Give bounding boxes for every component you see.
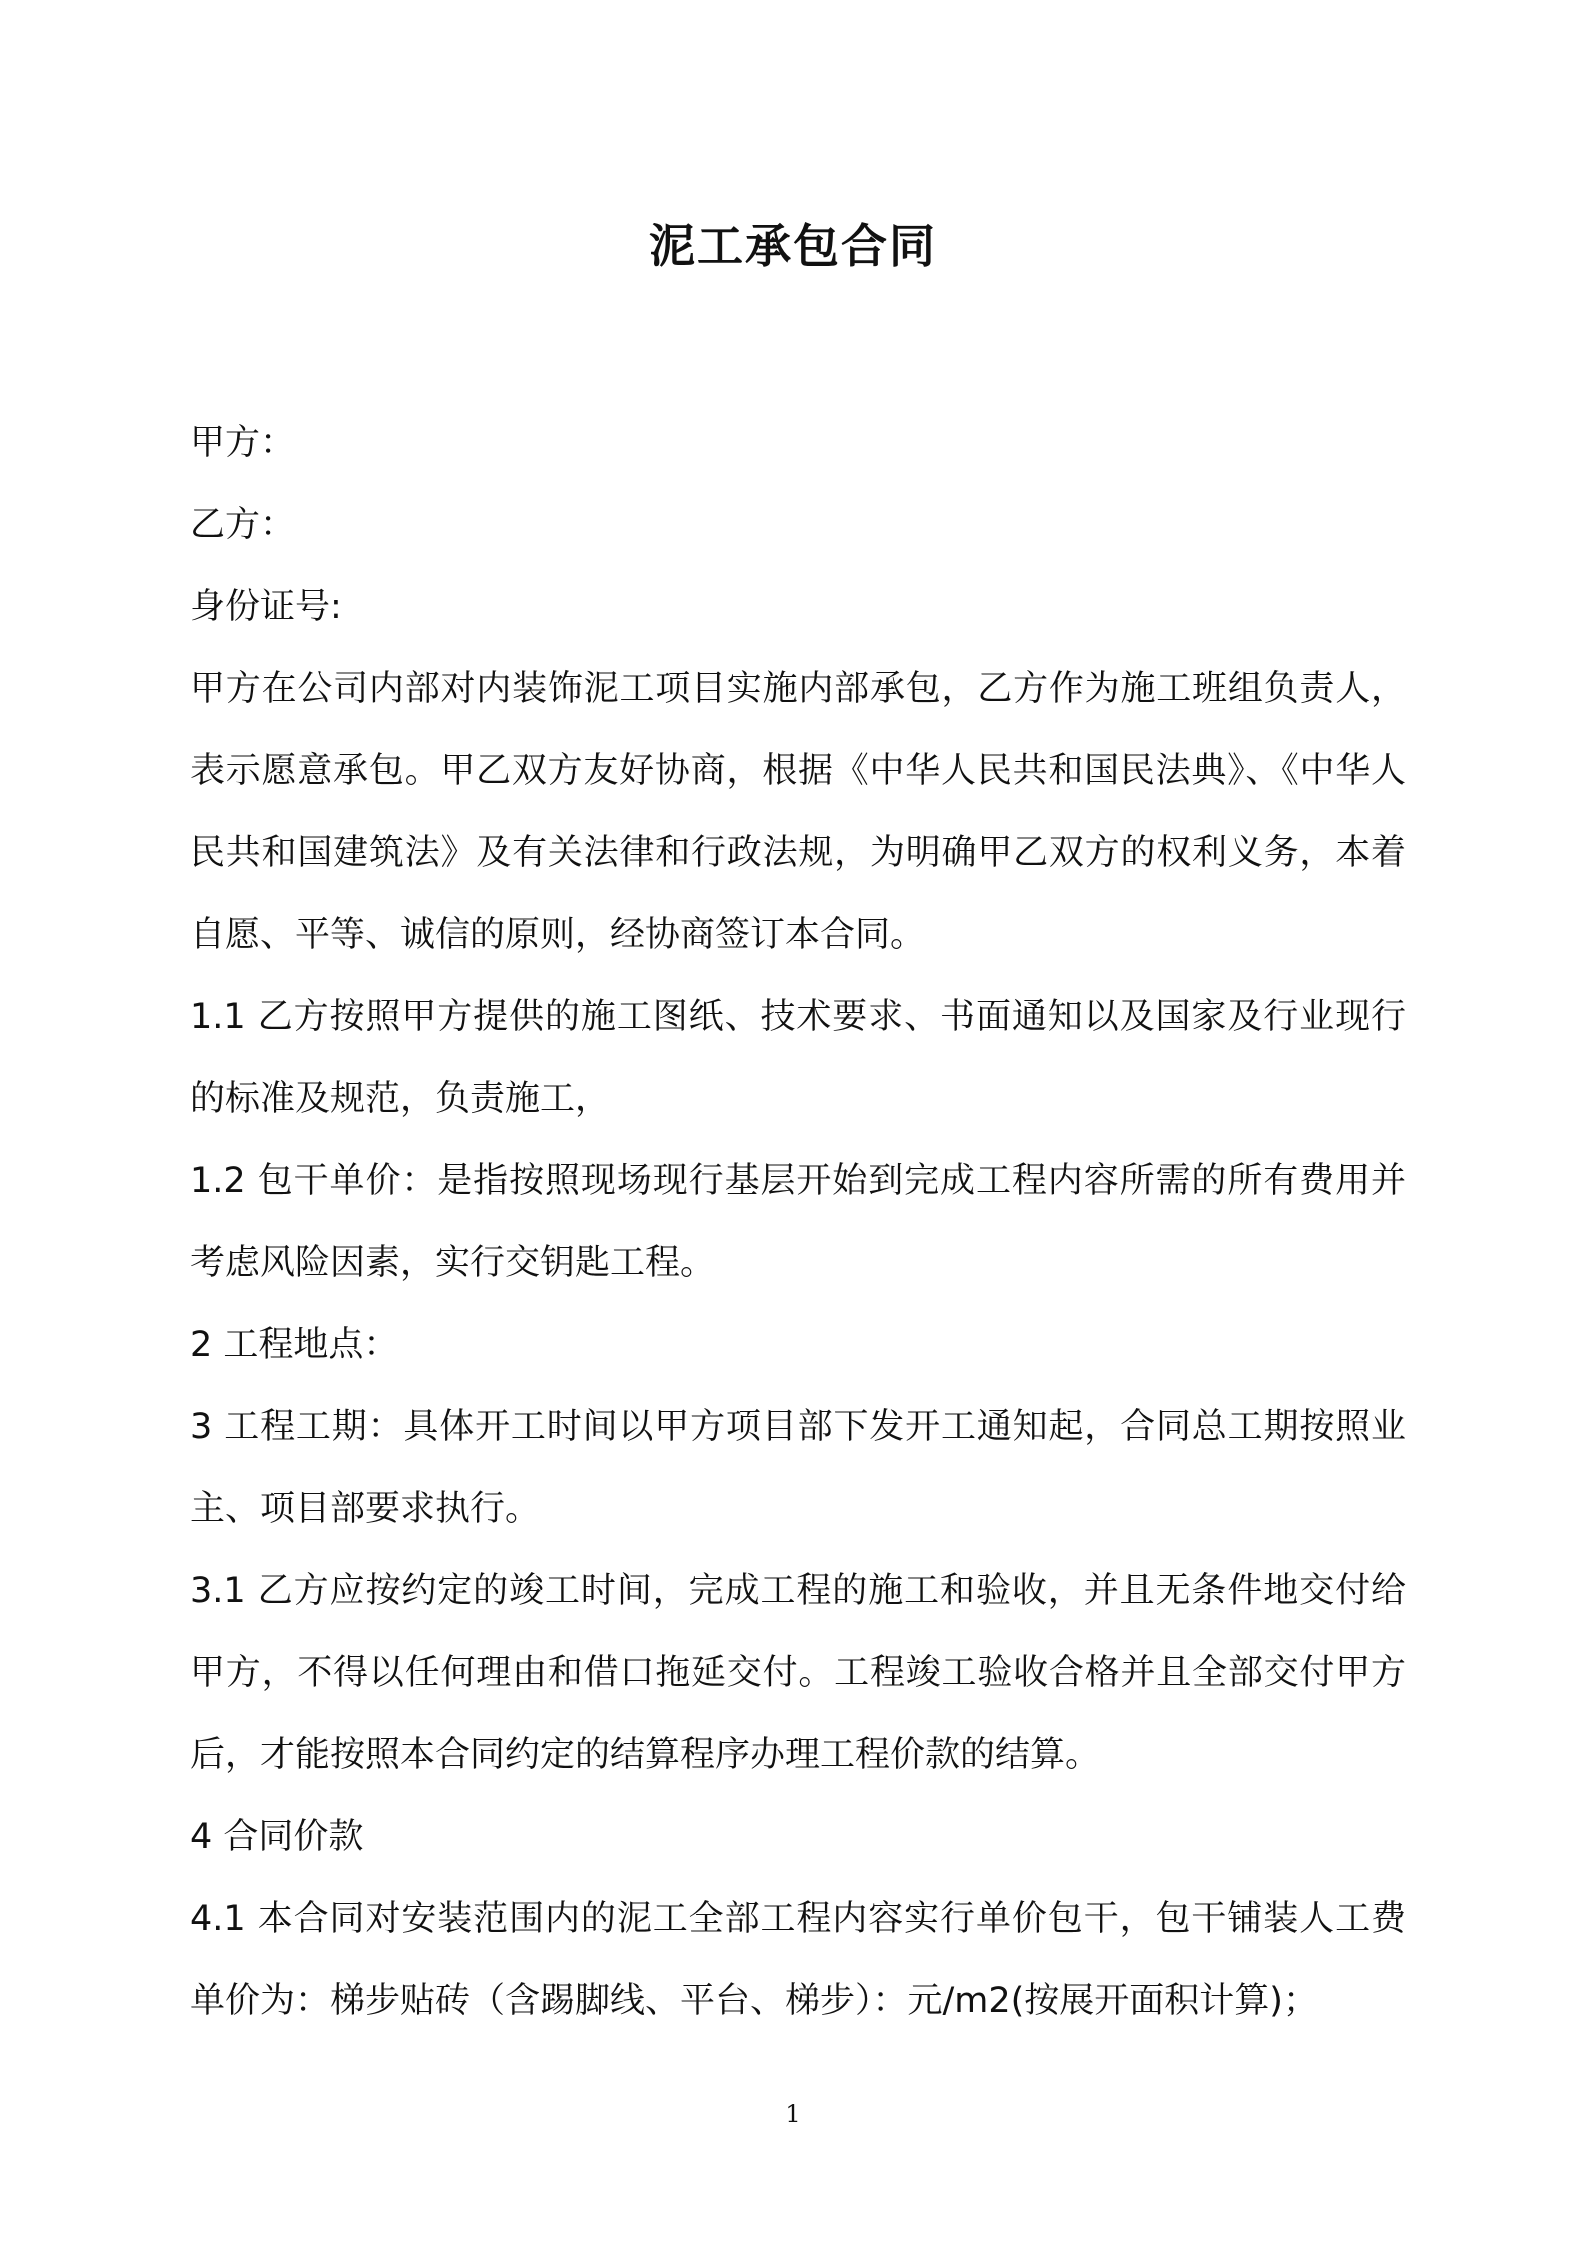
- intro-paragraph: 甲方在公司内部对内装饰泥工项目实施内部承包，乙方作为施工班组负责人，表示愿意承包。甲乙双方友好协商，根据《中华人民共和国民法典》、《中华人民共和国建筑法》及有关法律和行政法规，为明确甲乙双方的权利义务，本着自愿、平等、诚信的原则，经协商签订本合同。: [190, 669, 1406, 955]
- document-title: 泥工承包合同: [649, 219, 937, 273]
- clause-4: 4 合同价款: [190, 1817, 364, 1857]
- party-a-label: 甲方：: [190, 423, 296, 463]
- page-number: 1: [785, 2100, 801, 2128]
- id-number-label: 身份证号:: [190, 587, 342, 627]
- document-body: [190, 402, 1406, 2042]
- clause-4-1: 4.1 本合同对安装范围内的泥工全部工程内容实行单价包干，包干铺装人工费单价为：梯步贴砖（含踢脚线、平台、梯步）：元/m2(按展开面积计算)；: [190, 1899, 1406, 2021]
- clause-1-2: 1.2 包干单价：是指按照现场现行基层开始到完成工程内容所需的所有费用并考虑风险因素，实行交钥匙工程。: [190, 1161, 1406, 1283]
- clause-1-1: 1.1 乙方按照甲方提供的施工图纸、技术要求、书面通知以及国家及行业现行的标准及规范，负责施工，: [190, 997, 1406, 1119]
- clause-2: 2 工程地点：: [190, 1325, 399, 1365]
- clause-3-1: 3.1 乙方应按约定的竣工时间，完成工程的施工和验收，并且无条件地交付给甲方，不得以任何理由和借口拖延交付。工程竣工验收合格并且全部交付甲方后，才能按照本合同约定的结算程序办理工程价款的结算。: [190, 1571, 1406, 1775]
- clause-3: 3 工程工期：具体开工时间以甲方项目部下发开工通知起，合同总工期按照业主、项目部要求执行。: [190, 1407, 1406, 1529]
- party-b-label: 乙方：: [190, 505, 296, 545]
